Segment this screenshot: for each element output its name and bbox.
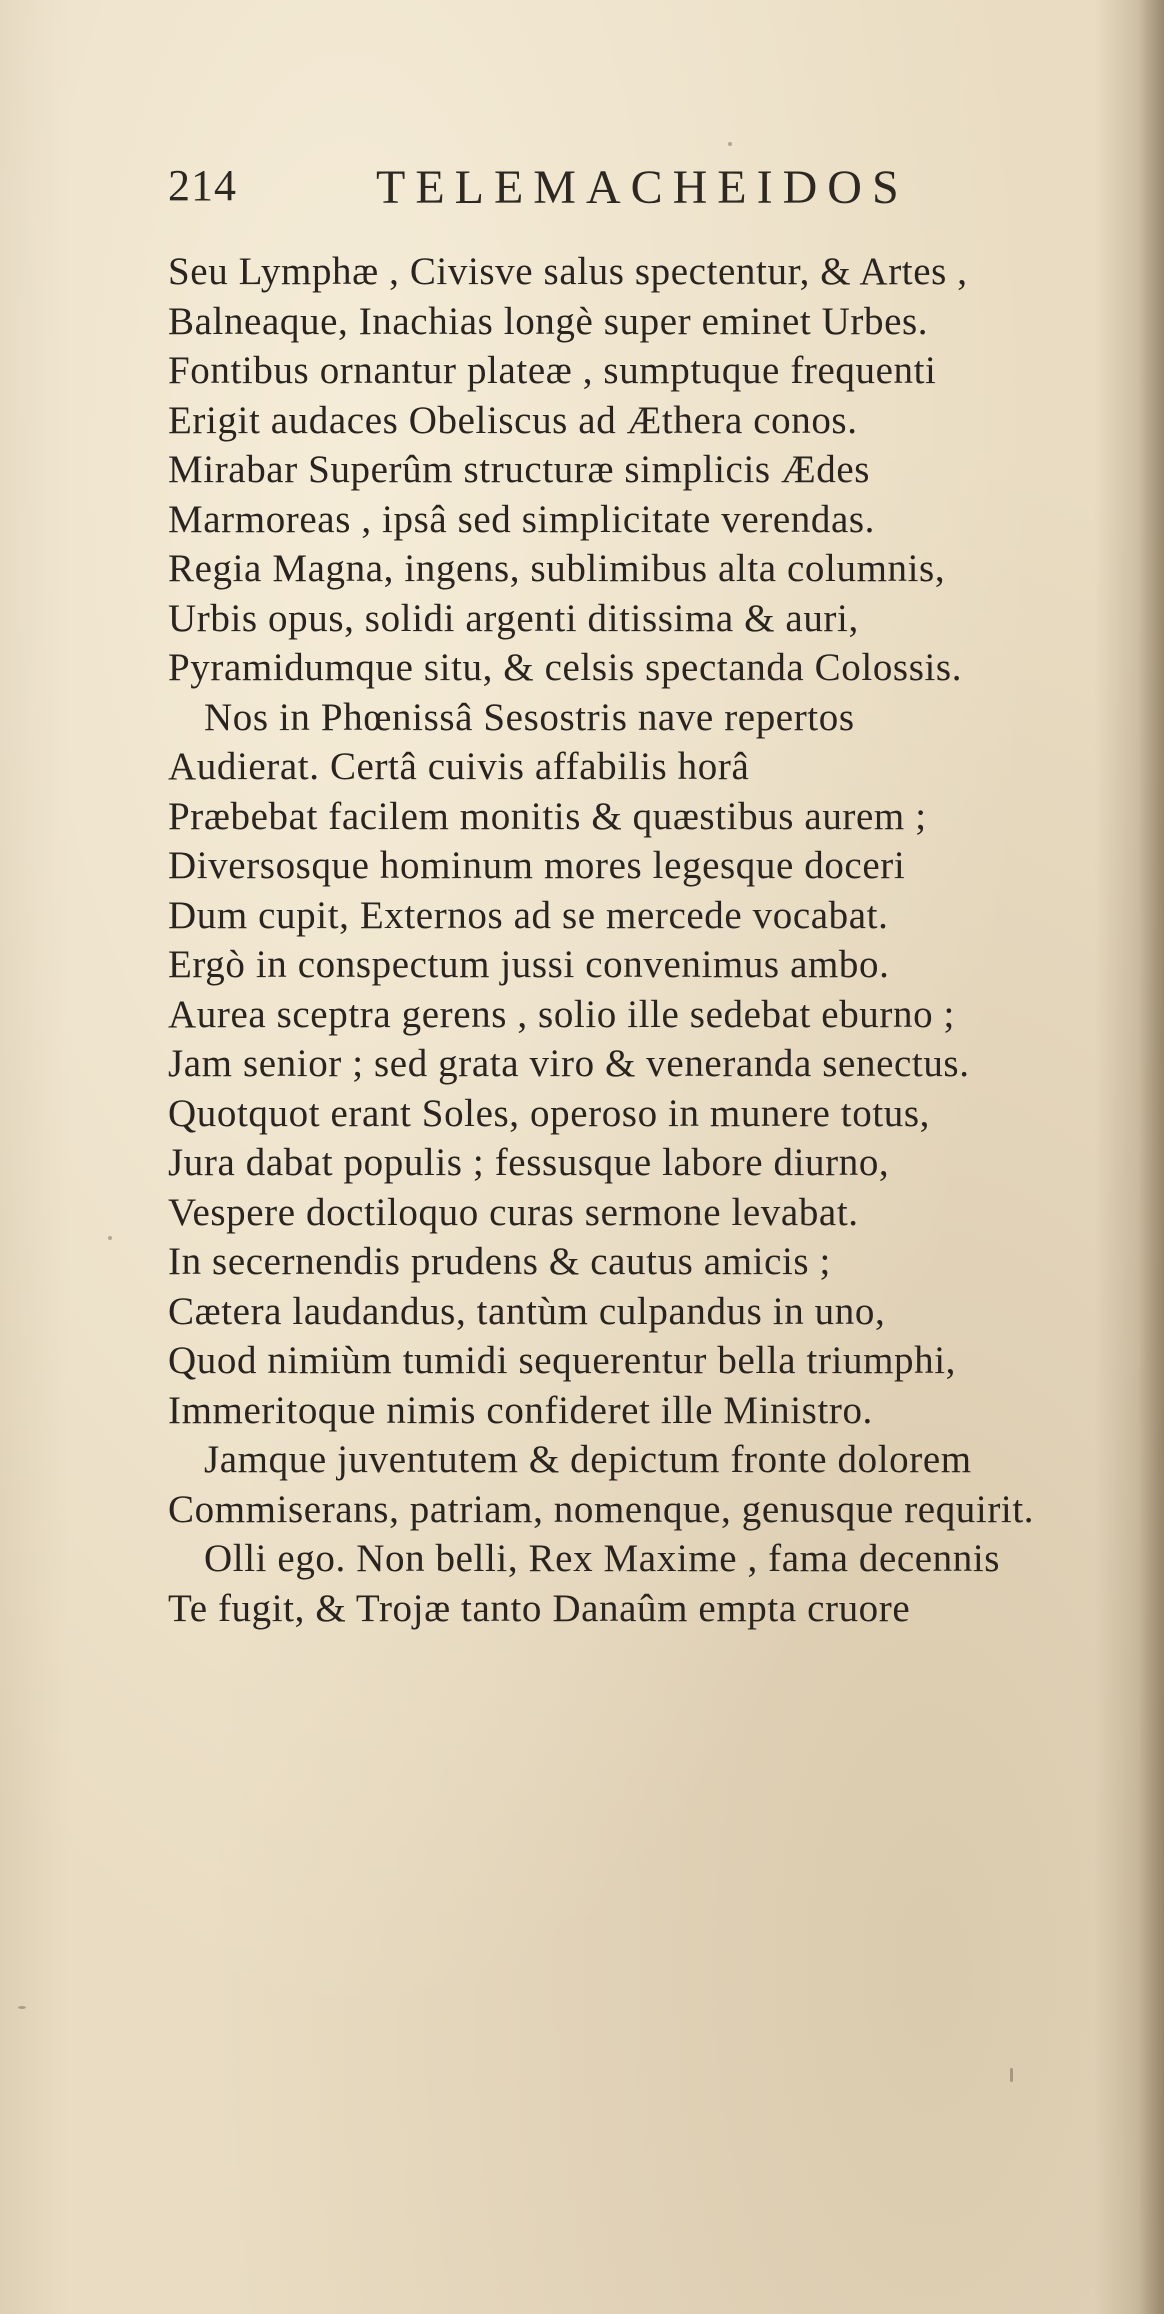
verse-line: Regia Magna, ingens, sublimibus alta columnis, [168,547,946,590]
verse-line: Olli ego. Non belli, Rex Maxime , fama decennis [204,1537,1001,1580]
page-number: 214 [168,161,237,210]
verse-line: Erigit audaces Obeliscus ad Æthera conos. [168,398,858,442]
verse-line: Te fugit, & Trojæ tanto Danaûm empta cruore [168,1586,911,1630]
running-head [168,160,1068,220]
verse-line: Vespere doctiloquo curas sermone levabat. [168,1190,859,1234]
verse-line: Jamque juventutem & depictum fronte dolorem [204,1438,972,1481]
paper-speck [1010,2068,1013,2082]
verse-line: Ergò in conspectum jussi convenimus ambo. [168,943,890,986]
verse-line: Dum cupit, Externos ad se mercede vocabat. [168,893,889,937]
verse-line: Seu Lymphæ , Civisve salus spectentur, & Artes , [168,250,968,293]
verse-line: Quotquot erant Soles, operoso in munere totus, [168,1091,930,1135]
paper-speck [108,1236,112,1240]
verse-line: Mirabar Superûm structuræ simplicis Ædes [168,448,871,491]
verse-line: Jura dabat populis ; fessusque labore diurno, [168,1141,890,1184]
verse-line: Aurea sceptra gerens , solio ille sedebat eburno ; [168,992,955,1036]
verse-text [168,247,1138,1633]
verse-line: Jam senior ; sed grata viro & veneranda senectus. [168,1042,970,1085]
verse-line: Immeritoque nimis confideret ille Ministro. [168,1388,873,1432]
verse-line: Præbebat facilem monitis & quæstibus aurem ; [168,794,927,838]
verse-line: Cætera laudandus, tantùm culpandus in uno, [168,1289,886,1333]
verse-line: Pyramidumque situ, & celsis spectanda Colossis. [168,646,963,689]
verse-line: Balneaque, Inachias longè super eminet Urbes. [168,299,929,343]
running-title: TELEMACHEIDOS [376,161,909,214]
page-edge-shadow [1138,0,1164,2314]
paper-speck [728,142,732,146]
verse-line: Marmoreas , ipsâ sed simplicitate verendas. [168,497,876,541]
verse-line: In secernendis prudens & cautus amicis ; [168,1240,831,1283]
verse-line: Commiserans, patriam, nomenque, genusque requirit. [168,1487,1035,1531]
paper-speck [18,2006,26,2009]
verse-line: Quod nimiùm tumidi sequerentur bella triumphi, [168,1339,956,1382]
verse-line: Audierat. Certâ cuivis affabilis horâ [168,745,750,788]
verse-line: Fontibus ornantur plateæ , sumptuque frequenti [168,349,937,392]
verse-line: Diversosque hominum mores legesque doceri [168,844,906,887]
verse-line: Nos in Phœnissâ Sesostris nave repertos [204,695,855,739]
verse-line: Urbis opus, solidi argenti ditissima & auri, [168,596,859,640]
